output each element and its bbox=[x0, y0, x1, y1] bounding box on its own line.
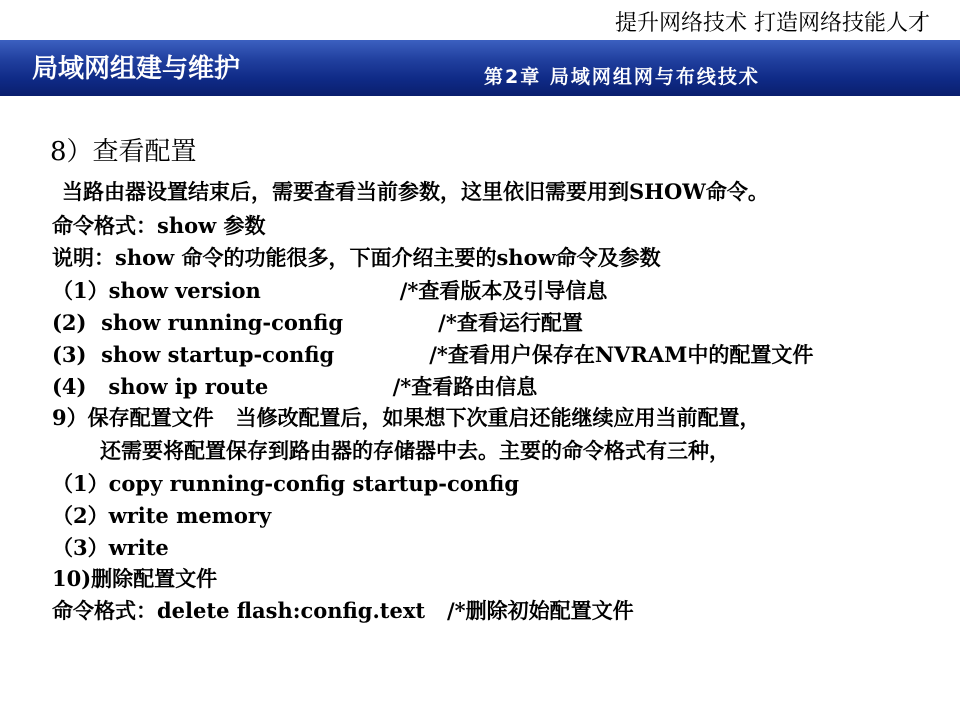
section-heading-9: 9）保存配置文件 当修改配置后，如果想下次重启还能继续应用当前配置， bbox=[52, 405, 761, 430]
section-heading-10: 10)删除配置文件 bbox=[52, 566, 218, 591]
section-heading-9-continued: 还需要将配置保存到路由器的存储器中去。主要的命令格式有三种， bbox=[100, 438, 730, 463]
command-format-show: 命令格式：show 参数 bbox=[52, 213, 266, 238]
save-command-3: （3）write bbox=[52, 535, 169, 560]
show-running-config-command: (2) show running-config /*查看运行配置 bbox=[52, 310, 583, 335]
course-title: 局域网组建与维护 bbox=[32, 54, 241, 84]
command-format-delete: 命令格式：delete flash:config.text /*删除初始配置文件 bbox=[52, 598, 634, 623]
section-heading-8: 8）查看配置 bbox=[50, 137, 197, 167]
chapter-title: 第2章 局域网组网与布线技术 bbox=[484, 66, 760, 88]
show-note: 说明：show 命令的功能很多，下面介绍主要的show命令及参数 bbox=[52, 245, 661, 270]
save-command-1: （1）copy running-config startup-config bbox=[52, 471, 520, 496]
show-startup-config-command: (3) show startup-config /*查看用户保存在NVRAM中的配置文件 bbox=[52, 342, 814, 367]
intro-text: 当路由器设置结束后，需要查看当前参数，这里依旧需要用到SHOW命令。 bbox=[62, 179, 769, 204]
save-command-2: （2）write memory bbox=[52, 503, 272, 528]
show-version-command: （1）show version /*查看版本及引导信息 bbox=[52, 278, 608, 303]
header-slogan: 提升网络技术 打造网络技能人才 bbox=[615, 11, 930, 36]
show-ip-route-command: (4) show ip route /*查看路由信息 bbox=[52, 374, 538, 399]
